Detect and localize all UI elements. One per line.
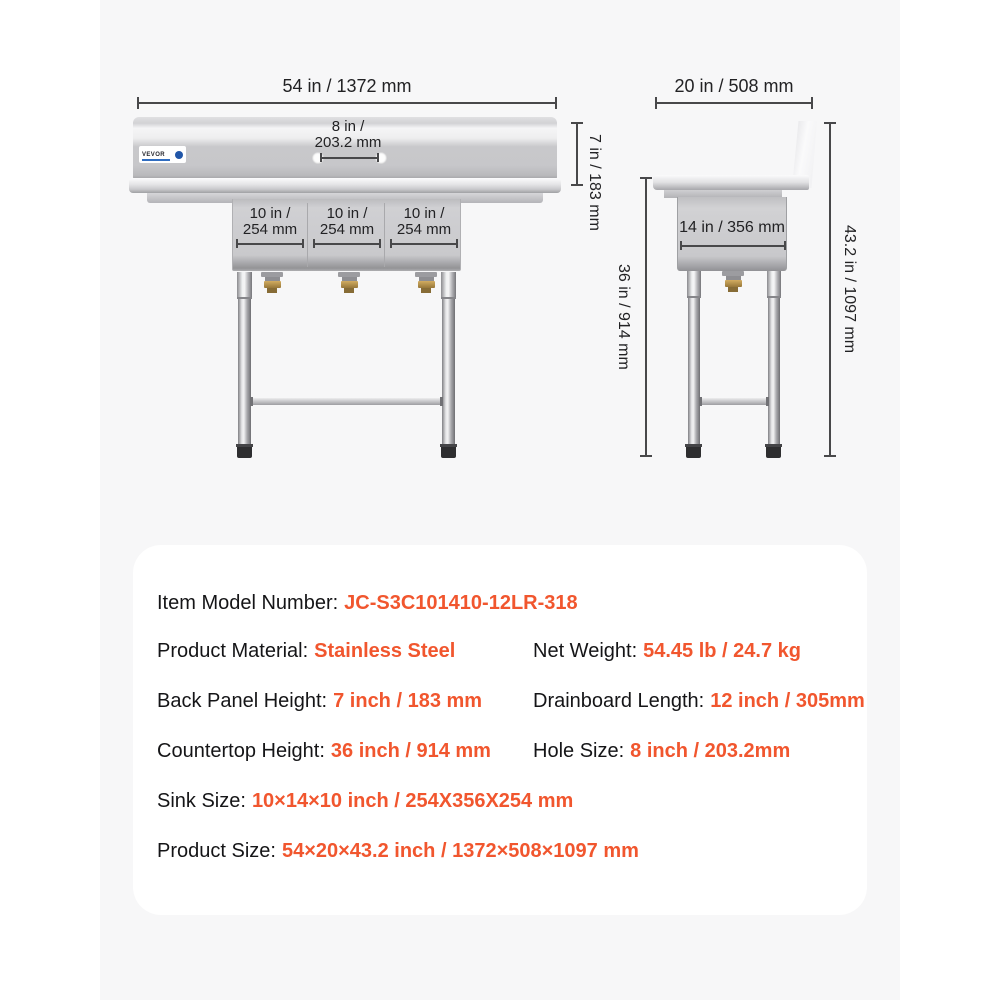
- countertop-side: [653, 175, 809, 190]
- drain-fitting-1: [259, 272, 285, 296]
- side-leg-crossbar: [700, 398, 768, 405]
- spec-product-material: Product Material: Stainless Steel: [157, 640, 456, 662]
- dim-backsplash-height-label: 7 in / 183 mm: [586, 133, 603, 231]
- spec-product-size: Product Size: 54×20×43.2 inch / 1372×508×1097 mm: [157, 840, 639, 862]
- dim-overall-width-line: [137, 102, 557, 104]
- drain-fitting-side: [720, 271, 746, 295]
- dim-overall-depth-label: 20 in / 508 mm: [674, 76, 794, 96]
- spec-drainboard-length: Drainboard Length: 12 inch / 305mm: [533, 690, 865, 712]
- vevor-logo-badge-icon: [175, 151, 183, 159]
- front-left-foot: [237, 445, 252, 458]
- vevor-logo-text: VEVOR: [142, 151, 166, 158]
- front-left-leg-sleeve: [237, 272, 252, 299]
- spec-hole-size: Hole Size: 8 inch / 203.2mm: [533, 740, 791, 762]
- side-right-foot: [766, 445, 781, 458]
- dim-overall-width-label: 54 in / 1372 mm: [282, 76, 412, 96]
- spec-back-panel-height: Back Panel Height: 7 inch / 183 mm: [157, 690, 483, 712]
- front-right-leg-sleeve: [441, 272, 456, 299]
- drain-fitting-2: [336, 272, 362, 296]
- dim-overall-depth-line: [655, 102, 813, 104]
- dim-compartment-1-line: [236, 243, 304, 245]
- dim-compartment-1-label: 10 in / 254 mm: [242, 205, 298, 238]
- dim-backsplash-height-line: [576, 122, 578, 186]
- dim-hole-spacing-line: [320, 157, 379, 159]
- dim-compartment-2-label: 10 in / 254 mm: [319, 205, 375, 238]
- side-left-foot: [686, 445, 701, 458]
- front-right-foot: [441, 445, 456, 458]
- spec-countertop-height: Countertop Height: 36 inch / 914 mm: [157, 740, 491, 762]
- side-left-leg-sleeve: [687, 271, 701, 298]
- dim-bowl-depth-line: [680, 245, 786, 247]
- dim-compartment-2-line: [313, 243, 381, 245]
- dim-compartment-3-line: [390, 243, 458, 245]
- vevor-logo-underline: [142, 159, 170, 161]
- countertop-front-edge: [129, 178, 561, 193]
- spec-net-weight: Net Weight: 54.45 lb / 24.7 kg: [533, 640, 801, 662]
- spec-sink-size: Sink Size: 10×14×10 inch / 254X356X254 mm: [157, 790, 574, 812]
- dim-overall-height-label: 43.2 in / 1097 mm: [841, 225, 858, 354]
- vevor-logo: [139, 146, 186, 163]
- front-leg-crossbar: [251, 398, 442, 405]
- side-right-leg-sleeve: [767, 271, 781, 298]
- dim-compartment-3-label: 10 in / 254 mm: [396, 205, 452, 238]
- dim-bowl-depth-label: 14 in / 356 mm: [679, 219, 785, 236]
- spec-item-model-number: Item Model Number: JC-S3C101410-12LR-318: [157, 592, 578, 614]
- spec-panel: [133, 545, 867, 915]
- dim-overall-height-line: [829, 122, 831, 457]
- drain-fitting-3: [413, 272, 439, 296]
- dim-hole-spacing-label: 8 in / 203.2 mm: [314, 118, 382, 151]
- dim-counter-height-line: [645, 177, 647, 457]
- dim-counter-height-label: 36 in / 914 mm: [615, 264, 632, 370]
